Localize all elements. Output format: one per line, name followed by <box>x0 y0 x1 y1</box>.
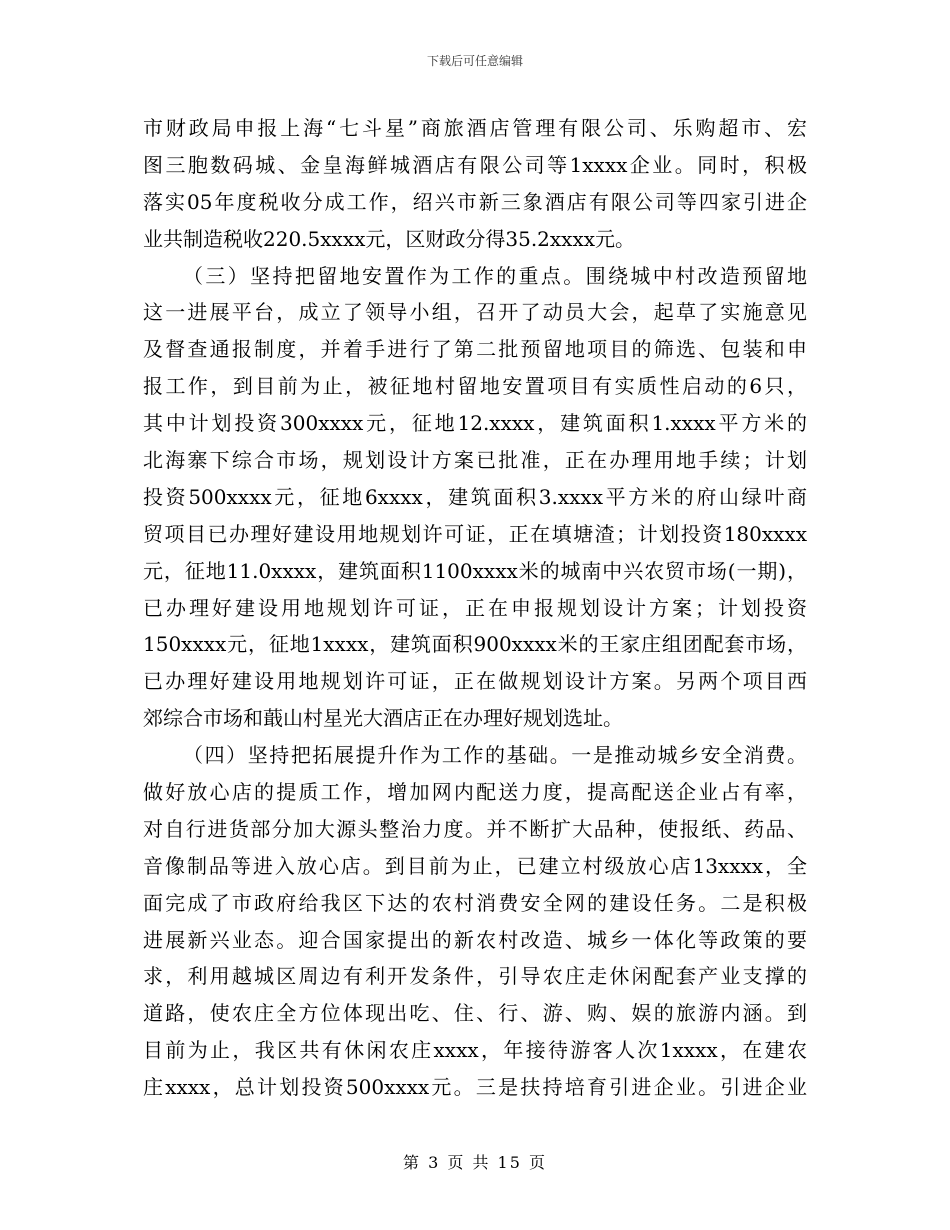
text-line: （三）坚持把留地安置作为工作的重点。围绕城中村改造预留地 <box>183 263 807 288</box>
text-line: 郊综合市场和蕺山村星光大酒店正在办理好规划选址。 <box>143 706 623 731</box>
text-line: 业共制造税收220.5xxxx元，区财政分得35.2xxxx元。 <box>143 226 636 251</box>
text-line: 报工作，到目前为止，被征地村留地安置项目有实质性启动的6只， <box>143 374 807 399</box>
text-line: 元，征地11.0xxxx，建筑面积1100xxxx米的城南中兴农贸市场(一期)， <box>143 558 807 583</box>
text-line: 做好放心店的提质工作，增加网内配送力度，提高配送企业占有率， <box>143 780 807 805</box>
text-line: 图三胞数码城、金皇海鲜城酒店有限公司等1xxxx企业。同时，积极 <box>143 152 807 177</box>
text-line: 150xxxx元，征地1xxxx，建筑面积900xxxx米的王家庄组团配套市场， <box>143 632 807 657</box>
text-line: 已办理好建设用地规划许可证，正在做规划设计方案。另两个项目西 <box>143 669 807 694</box>
text-line: 及督查通报制度，并着手进行了第二批预留地项目的筛选、包装和申 <box>143 337 807 362</box>
text-line: 其中计划投资300xxxx元，征地12.xxxx，建筑面积1.xxxx平方米的 <box>143 411 807 436</box>
text-line: 对自行进货部分加大源头整治力度。并不断扩大品种，使报纸、药品、 <box>143 816 807 841</box>
document-body <box>143 110 807 1106</box>
text-line: 进展新兴业态。迎合国家提出的新农村改造、城乡一体化等政策的要 <box>143 927 807 952</box>
text-line: 面完成了市政府给我区下达的农村消费安全网的建设任务。二是积极 <box>143 890 807 915</box>
page-header-note: 下载后可任意编辑 <box>426 54 523 68</box>
text-line: 目前为止，我区共有休闲农庄xxxx，年接待游客人次1xxxx，在建农 <box>143 1038 807 1063</box>
text-line: 投资500xxxx元，征地6xxxx，建筑面积3.xxxx平方米的府山绿叶商 <box>143 484 807 509</box>
text-line: 北海寨下综合市场，规划设计方案已批准，正在办理用地手续；计划 <box>143 448 807 473</box>
text-line: 音像制品等进入放心店。到目前为止，已建立村级放心店13xxxx，全 <box>143 853 807 878</box>
text-line: 求，利用越城区周边有利开发条件，引导农庄走休闲配套产业支撑的 <box>143 964 807 989</box>
text-line: 已办理好建设用地规划许可证，正在申报规划设计方案；计划投资 <box>143 595 807 620</box>
text-line: 贸项目已办理好建设用地规划许可证，正在填塘渣；计划投资180xxxx <box>143 521 807 546</box>
page-number: 第 3 页 共 15 页 <box>403 1153 547 1172</box>
text-line: 道路，使农庄全方位体现出吃、住、行、游、购、娱的旅游内涵。到 <box>143 1001 807 1026</box>
text-line: 市财政局申报上海“七斗星”商旅酒店管理有限公司、乐购超市、宏 <box>143 116 807 140</box>
text-line: （四）坚持把拓展提升作为工作的基础。一是推动城乡安全消费。 <box>183 743 807 768</box>
text-line: 这一进展平台，成立了领导小组，召开了动员大会，起草了实施意见 <box>143 300 807 325</box>
text-line: 落实05年度税收分成工作，绍兴市新三象酒店有限公司等四家引进企 <box>143 189 807 214</box>
text-line: 庄xxxx，总计划投资500xxxx元。三是扶持培育引进企业。引进企业 <box>143 1075 807 1100</box>
